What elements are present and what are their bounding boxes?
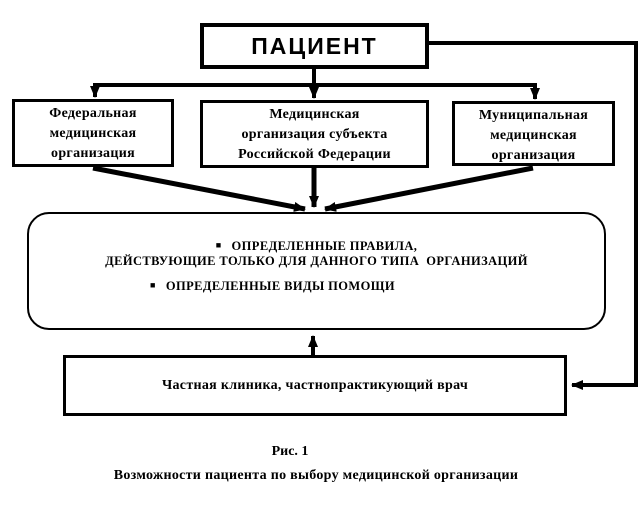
rules-item-1-line-2: ДЕЙСТВУЮЩИЕ ТОЛЬКО ДЛЯ ДАННОГО ТИПА ОРГАНИЗАЦИЙ xyxy=(105,254,528,268)
rules-item-2 xyxy=(0,278,560,294)
federal-org-line: медицинская xyxy=(49,126,137,141)
federal-org-line: Федеральная xyxy=(49,106,137,121)
municipal-org-line: организация xyxy=(491,148,576,163)
bullet-square-icon: ■ xyxy=(215,240,222,250)
rules-item-2-text: ОПРЕДЕЛЕННЫЕ ВИДЫ ПОМОЩИ xyxy=(165,279,395,293)
federal-org-line: организация xyxy=(51,146,135,161)
subject-org-line: Российской Федерации xyxy=(238,147,391,162)
municipal-org-line: Муниципальная xyxy=(478,108,589,123)
arrow-municipal-to-rules xyxy=(325,168,533,209)
private-clinic-label: Частная клиника, частнопрактикующий врач xyxy=(161,377,469,393)
subject-org-line: Медицинская xyxy=(269,107,360,122)
patient-label: ПАЦИЕНТ xyxy=(251,33,378,59)
arrow-federal-to-rules xyxy=(93,168,305,209)
federal-org-box xyxy=(12,99,174,167)
rules-box xyxy=(27,212,606,330)
figure-title: Возможности пациента по выбору медицинской организации xyxy=(113,468,519,483)
private-clinic-box xyxy=(63,355,567,416)
figure-number: Рис. 1 xyxy=(271,444,309,459)
patient-box xyxy=(200,23,429,69)
rules-item-1-line-1: ОПРЕДЕЛЕННЫЕ ПРАВИЛА, xyxy=(231,239,418,253)
municipal-org-line: медицинская xyxy=(490,128,577,143)
rules-item-1 xyxy=(29,238,604,254)
municipal-org-box xyxy=(452,101,615,166)
subject-org-box xyxy=(200,100,429,168)
subject-org-line: организация субъекта xyxy=(241,127,388,142)
bullet-square-icon: ■ xyxy=(150,280,156,290)
